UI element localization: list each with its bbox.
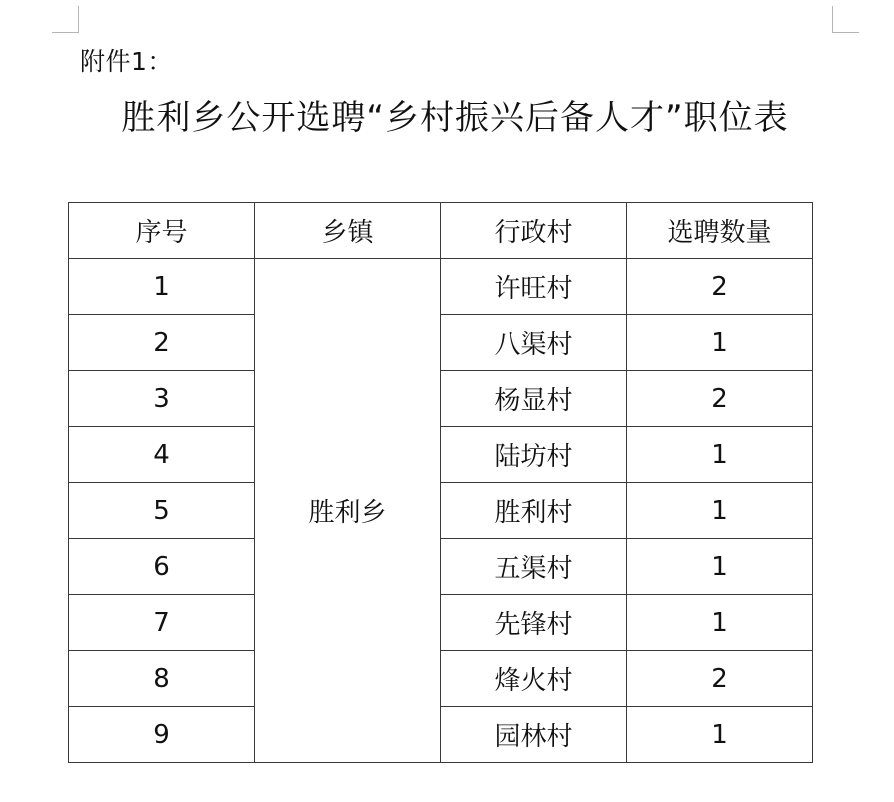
page-corner-mark-top-left bbox=[52, 6, 79, 33]
cell-village: 烽火村 bbox=[441, 651, 627, 707]
header-township: 乡镇 bbox=[255, 203, 441, 259]
cell-serial-number: 6 bbox=[69, 539, 255, 595]
cell-serial-number: 1 bbox=[69, 259, 255, 315]
cell-serial-number: 3 bbox=[69, 371, 255, 427]
cell-hire-count: 2 bbox=[627, 259, 813, 315]
table-row bbox=[69, 483, 813, 539]
cell-hire-count: 2 bbox=[627, 651, 813, 707]
cell-village: 杨显村 bbox=[441, 371, 627, 427]
table-row bbox=[69, 539, 813, 595]
cell-village: 陆坊村 bbox=[441, 427, 627, 483]
cell-hire-count: 1 bbox=[627, 707, 813, 763]
cell-village: 胜利村 bbox=[441, 483, 627, 539]
cell-serial-number: 2 bbox=[69, 315, 255, 371]
header-village: 行政村 bbox=[441, 203, 627, 259]
table-row bbox=[69, 707, 813, 763]
table-row bbox=[69, 651, 813, 707]
cell-township-merged: 胜利乡 bbox=[255, 259, 441, 763]
attachment-label: 附件1： bbox=[80, 47, 173, 76]
table-row bbox=[69, 259, 813, 315]
document-title: 胜利乡公开选聘“乡村振兴后备人才”职位表 bbox=[121, 98, 789, 138]
table-row bbox=[69, 427, 813, 483]
cell-hire-count: 1 bbox=[627, 427, 813, 483]
cell-hire-count: 1 bbox=[627, 483, 813, 539]
cell-serial-number: 7 bbox=[69, 595, 255, 651]
cell-hire-count: 1 bbox=[627, 315, 813, 371]
cell-hire-count: 2 bbox=[627, 371, 813, 427]
cell-hire-count: 1 bbox=[627, 595, 813, 651]
header-hire-count: 选聘数量 bbox=[627, 203, 813, 259]
cell-serial-number: 4 bbox=[69, 427, 255, 483]
cell-hire-count: 1 bbox=[627, 539, 813, 595]
cell-village: 八渠村 bbox=[441, 315, 627, 371]
cell-serial-number: 9 bbox=[69, 707, 255, 763]
table-row bbox=[69, 595, 813, 651]
cell-village: 五渠村 bbox=[441, 539, 627, 595]
cell-village: 许旺村 bbox=[441, 259, 627, 315]
page-corner-mark-top-right bbox=[832, 6, 859, 33]
table-header-row bbox=[69, 203, 813, 259]
cell-village: 先锋村 bbox=[441, 595, 627, 651]
table-row bbox=[69, 371, 813, 427]
header-serial-number: 序号 bbox=[69, 203, 255, 259]
table-row bbox=[69, 315, 813, 371]
positions-table bbox=[68, 202, 813, 763]
cell-serial-number: 5 bbox=[69, 483, 255, 539]
cell-serial-number: 8 bbox=[69, 651, 255, 707]
cell-village: 园林村 bbox=[441, 707, 627, 763]
